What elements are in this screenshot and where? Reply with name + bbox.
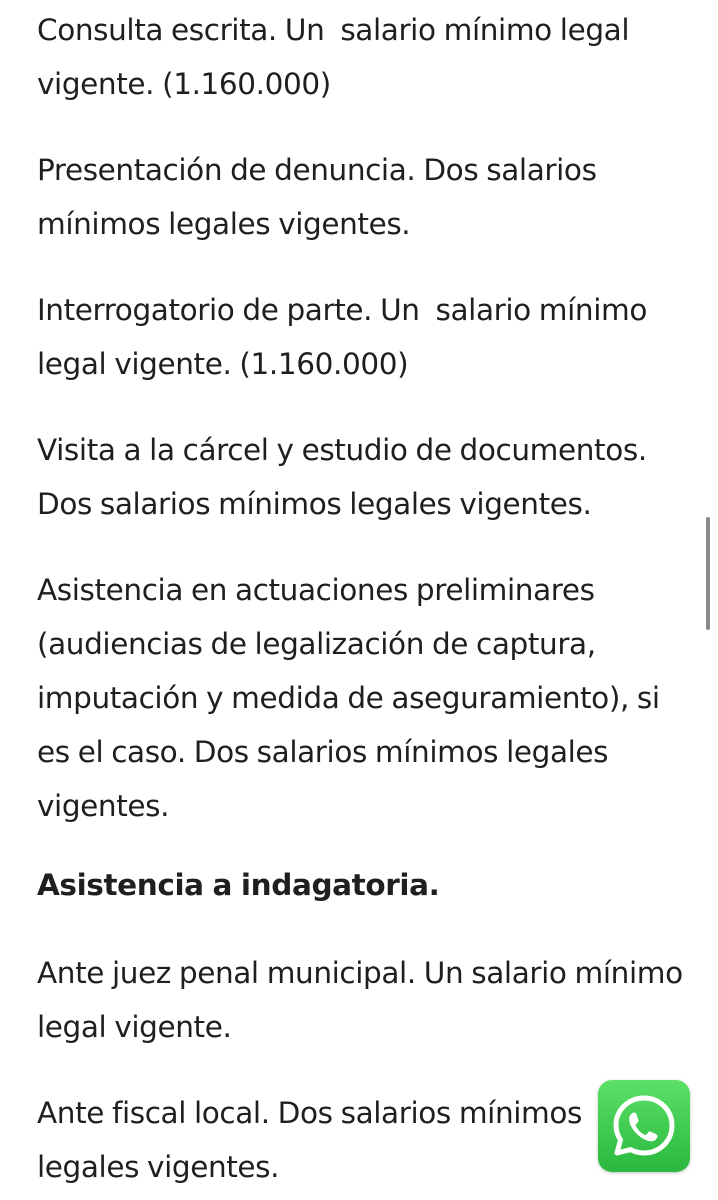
whatsapp-icon bbox=[610, 1092, 678, 1160]
paragraph-interrogatorio: Interrogatorio de parte. Un salario mínimo legal vigente. (1.160.000) bbox=[37, 293, 655, 381]
paragraph-juez-municipal: Ante juez penal municipal. Un salario mínimo legal vigente. bbox=[37, 956, 691, 1044]
paragraph-visita-carcel: Visita a la cárcel y estudio de documentos. Dos salarios mínimos legales vigentes. bbox=[37, 433, 655, 521]
whatsapp-button[interactable] bbox=[598, 1080, 690, 1172]
paragraph-consulta-escrita: Consulta escrita. Un salario mínimo legal vigente. (1.160.000) bbox=[37, 13, 638, 101]
paragraph-fiscal-local: Ante fiscal local. Dos salarios mínimos legales vigentes. bbox=[37, 1096, 590, 1184]
scrollbar-thumb[interactable] bbox=[706, 517, 710, 630]
paragraph-asistencia-preliminares: Asistencia en actuaciones preliminares (audiencias de legalización de captura, imputación y medida de aseguramiento), si es el caso. Dos salarios mínimos legales vigentes. bbox=[37, 573, 668, 823]
paragraph-presentacion-denuncia: Presentación de denuncia. Dos salarios mínimos legales vigentes. bbox=[37, 153, 605, 241]
section-heading: Asistencia a indagatoria. bbox=[37, 868, 440, 902]
